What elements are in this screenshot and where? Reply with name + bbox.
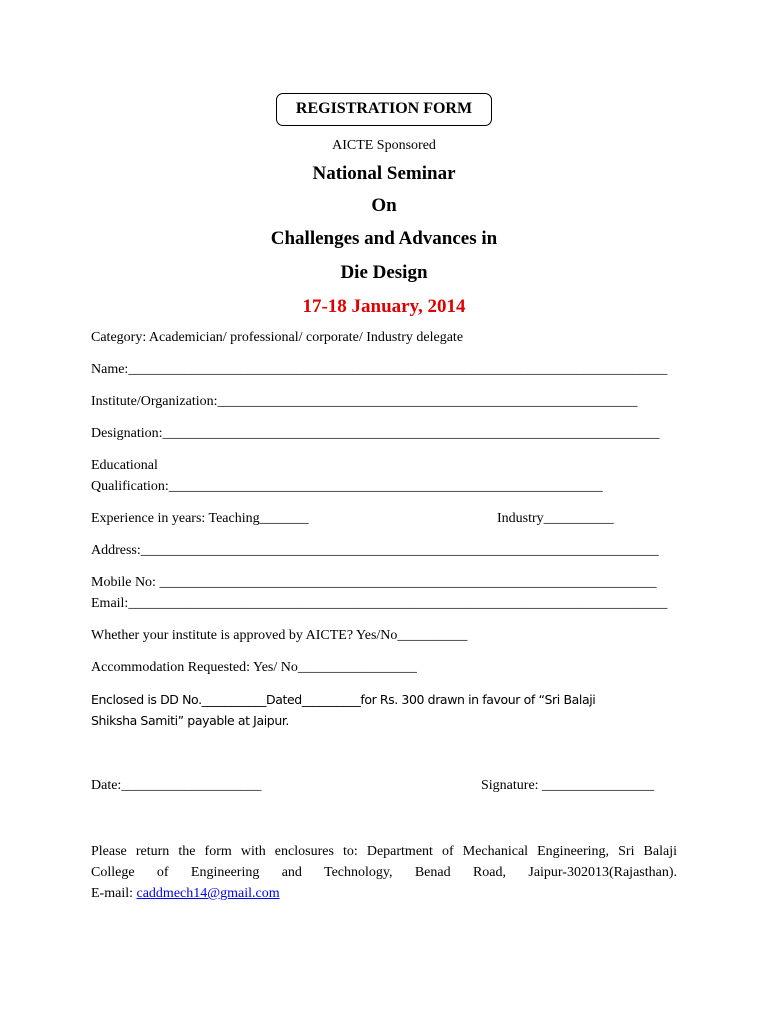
category-line: Category: Academician/ professional/ corporate/ Industry delegate	[91, 330, 464, 345]
date-field[interactable]: Date:____________________	[91, 778, 262, 793]
accommodation-field[interactable]: Accommodation Requested: Yes/ No_________________	[91, 660, 417, 675]
mobile-field[interactable]: Mobile No: _______________________________________________________________________	[91, 575, 657, 590]
educational-label: Educational	[91, 458, 158, 473]
dd-payable-line: Shiksha Samiti” payable at Jaipur.	[91, 713, 290, 728]
experience-industry-field[interactable]: Industry__________	[497, 511, 614, 526]
signature-field[interactable]: Signature: ________________	[481, 778, 655, 793]
seminar-subtopic: Die Design	[340, 262, 428, 283]
seminar-dates: 17-18 January, 2014	[302, 296, 466, 317]
return-instructions	[91, 841, 677, 904]
email-link[interactable]: caddmech14@gmail.com	[136, 886, 280, 901]
aicte-approval-field[interactable]: Whether your institute is approved by AICTE? Yes/No__________	[91, 628, 468, 643]
designation-field[interactable]: Designation:_______________________________________________________________________	[91, 426, 660, 441]
sponsor-text: AICTE Sponsored	[332, 138, 436, 153]
email-field[interactable]: Email:_____________________________________________________________________________	[91, 596, 668, 611]
email-line	[91, 883, 677, 904]
seminar-title: National Seminar	[312, 163, 456, 184]
experience-teaching-field[interactable]: Experience in years: Teaching_______	[91, 511, 309, 526]
seminar-on: On	[371, 195, 397, 216]
qualification-field[interactable]: Qualification:______________________________________________________________	[91, 479, 603, 494]
return-line-2: College of Engineering and Technology, Benad Road, Jaipur-302013(Rajasthan).	[91, 865, 677, 880]
address-field[interactable]: Address:__________________________________________________________________________	[91, 543, 659, 558]
institute-field[interactable]: Institute/Organization:____________________________________________________________	[91, 394, 638, 409]
seminar-topic: Challenges and Advances in	[270, 228, 498, 249]
email-label: E-mail:	[91, 886, 137, 901]
return-line-1: Please return the form with enclosures to: Department of Mechanical Engineering, Sri Balaji	[91, 844, 677, 859]
name-field[interactable]: Name:_____________________________________________________________________________	[91, 362, 668, 377]
form-title: REGISTRATION FORM	[276, 93, 492, 126]
dd-enclosed-line[interactable]: Enclosed is DD No.___________Dated__________for Rs. 300 drawn in favour of “Sri Balaji	[91, 692, 596, 707]
